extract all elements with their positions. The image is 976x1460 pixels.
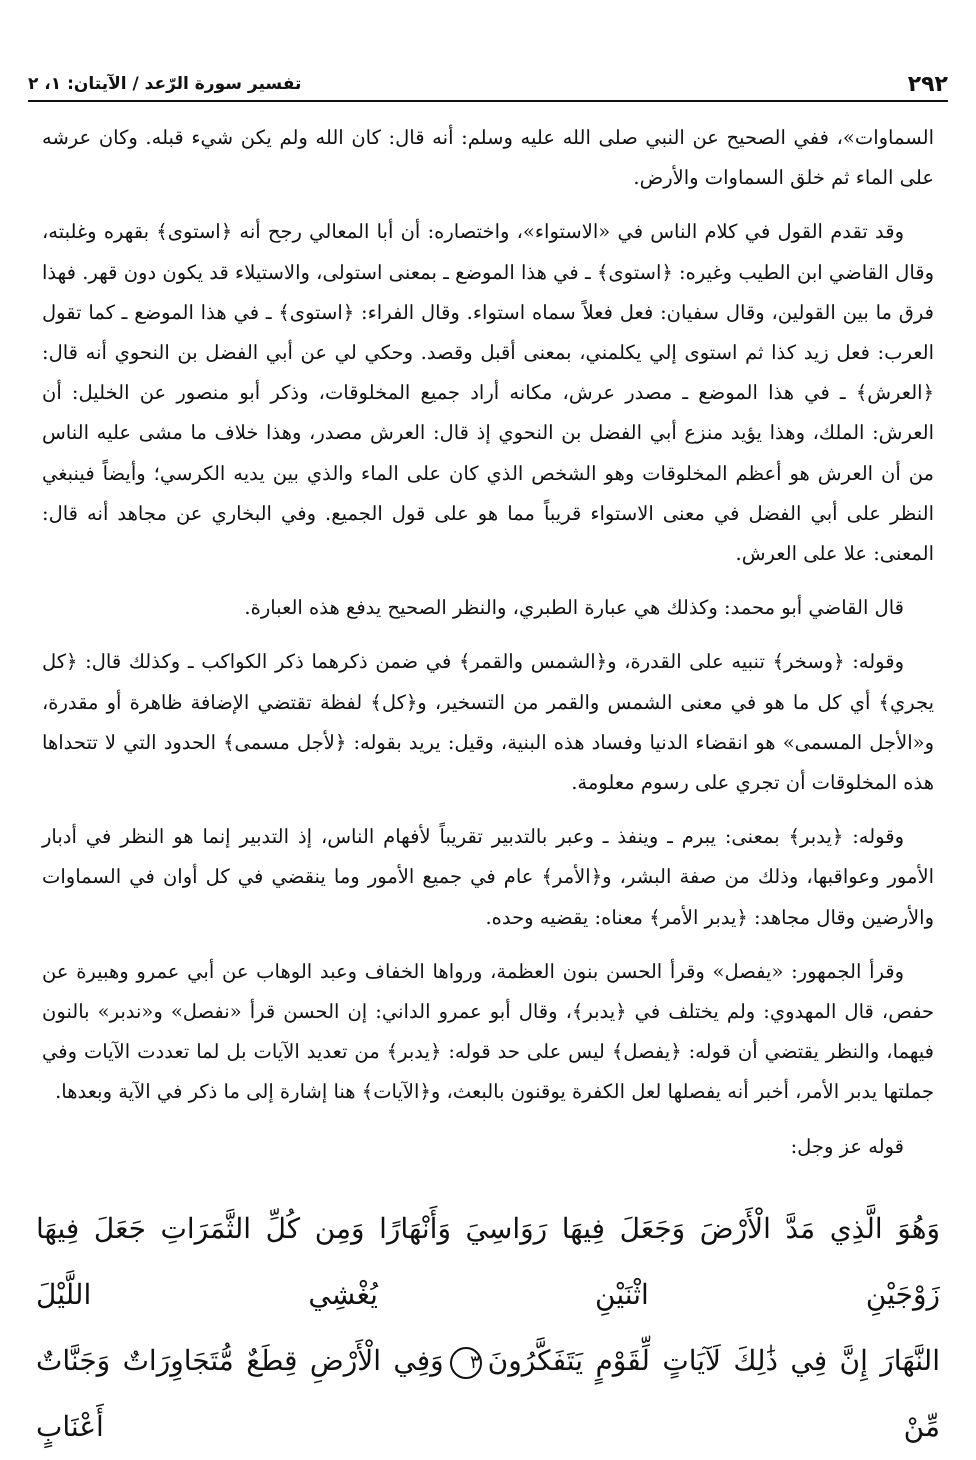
paragraph: قال القاضي أبو محمد: وكذلك هي عبارة الطبري، والنظر الصحيح يدفع هذه العبارة. [244,596,904,620]
page-header [28,64,948,104]
verse-line [36,1328,940,1460]
running-title: تفسير سورة الرّعد / الآيتان: ١، ٢ [28,74,302,94]
paragraph: وقد تقدم القول في كلام الناس في «الاستواء»، واختصاره: أن أبا المعالي رجح أنه ﴿استوى﴾ بقهره وغلبته، وقال القاضي ابن الطيب وغيره: ﴿استوى﴾ ـ في هذا الموضع ـ بمعنى استولى، والاستيلاء قد يكون دون قهر. فهذا فرق ما بين القولين، وقال سفيان: فعل فعلاً سماه استواء. وقال الفراء: ﴿استوى﴾ ـ في هذا الموضع ـ كما تقول العرب: فعل زيد كذا ثم استوى إلي يكلمني، بمعنى أقبل وقصد. وحكي لي عن أبي الفضل بن النحوي أنه قال: ﴿العرش﴾ ـ في هذا الموضع ـ مصدر عرش، مكانه أراد جميع المخلوقات، وذكر أبو منصور عن الخليل: أن العرش: الملك، وهذا يؤيد منزع أبي الفضل بن النحوي إذ قال: العرش مصدر، وهذا خلاف ما مشى عليه الناس من أن العرش هو أعظم المخلوقات وهو الشخص الذي كان على الماء والذي بين يديه الكرسي؛ وأيضاً فينبغي النظر على أبي الفضل في معنى الاستواء قريباً مما هو على قول الجميع. وفي البخاري عن مجاهد أنه قال: المعنى: علا على العرش. [42,220,934,566]
page-number: ٢٩٢ [907,71,948,97]
commentary-text [42,118,934,1167]
verse-intro: قوله عز وجل: [790,1134,904,1158]
verse-segment: النَّهَارَ إِنَّ فِي ذَٰلِكَ لَآيَاتٍ لِّقَوْمٍ يَتَفَكَّرُونَ [487,1344,940,1377]
paragraph: وقرأ الجمهور: «يفصل» وقرأ الحسن بنون العظمة، ورواها الخفاف وعبد الوهاب عن أبي عمرو وهبيرة عن حفص، قال المهدوي: ولم يختلف في ﴿يدبر﴾، وقال أبو عمرو الداني: إن الحسن قرأ «نفصل» و«ندبر» بالنون فيهما، والنظر يقتضي أن قوله: ﴿يفصل﴾ ليس على حد قوله: ﴿يدبر﴾ من تعديد الآيات بل لما تعددت الآيات وفي جملتها يدبر الأمر، أخبر أنه يفصلها لعل الكفرة يوقنون بالبعث، و﴿الآيات﴾ هنا إشارة إلى ما ذكر في الآية وبعدها. [42,959,934,1104]
ayah-number-marker: ٣ [450,1347,482,1379]
quran-verse [36,1196,940,1460]
paragraph: السماوات»، ففي الصحيح عن النبي صلى الله عليه وسلم: أنه قال: كان الله ولم يكن شيء قبله. وكان عرشه على الماء ثم خلق السماوات والأرض. [42,126,934,190]
verse-segment: وَفِي الْأَرْضِ قِطَعٌ مُّتَجَاوِرَاتٌ وَجَنَّاتٌ مِّنْ أَعْنَابٍ [36,1344,940,1443]
paragraph: وقوله: ﴿وسخر﴾ تنبيه على القدرة، و﴿الشمس والقمر﴾ في ضمن ذكرهما ذكر الكواكب ـ وكذلك قال: ﴿كل يجري﴾ أي كل ما هو في معنى الشمس والقمر من التسخير، و﴿كل﴾ لفظة تقتضي الإضافة ظاهرة أو مقدرة، و«الأجل المسمى» هو انقضاء الدنيا وفساد هذه البنية، وقيل: يريد بقوله: ﴿لأجل مسمى﴾ الحدود التي لا تتحداها هذه المخلوقات أن تجري على رسوم معلومة. [42,650,934,795]
paragraph: وقوله: ﴿يدبر﴾ بمعنى: يبرم ـ وينفذ ـ وعبر بالتدبير تقريباً لأفهام الناس، إذ التدبير إنما هو النظر في أدبار الأمور وعواقبها، وذلك من صفة البشر، و﴿الأمر﴾ عام في جميع الأمور وما ينقضي في كل أوان في السماوات والأرضين وقال مجاهد: ﴿يدبر الأمر﴾ معناه: يقضيه وحده. [42,825,934,929]
header-rule [28,100,948,102]
verse-line: وَهُوَ الَّذِي مَدَّ الْأَرْضَ وَجَعَلَ فِيهَا رَوَاسِيَ وَأَنْهَارًا وَمِن كُلِّ الثَّمَرَاتِ جَعَلَ فِيهَا زَوْجَيْنِ اثْنَيْنِ يُغْشِي اللَّيْلَ [36,1212,940,1311]
